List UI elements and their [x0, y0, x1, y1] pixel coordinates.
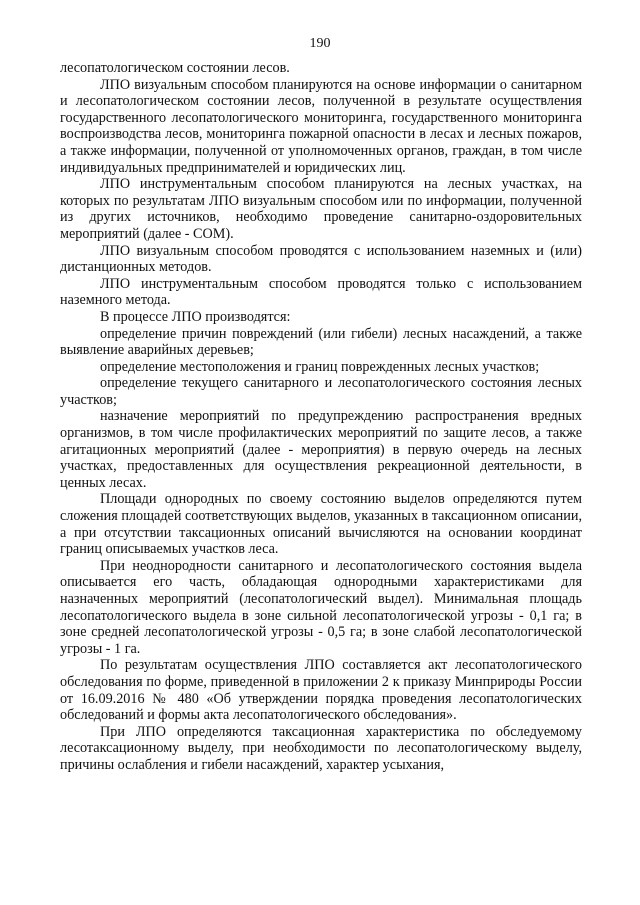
list-item: определение причин повреждений (или гибели) лесных насаждений, а также выявление аварийных деревьев; [60, 325, 582, 359]
list-item: определение местоположения и границ поврежденных лесных участков; [100, 358, 540, 375]
paragraph-continuation: лесопатологическом состоянии лесов. [60, 60, 290, 76]
paragraph: При неоднородности санитарного и лесопатологического состояния выдела описывается его часть, обладающая однородными характеристиками для назначенных мероприятий (лесопатологический выдел). Минимальная площадь лесопатологического выдела в зоне сильной лесопатологической угрозы - 0,1 га; в зоне средней лесопатологической угрозы - 0,5 га; в зоне слабой лесопатологической угрозы - 1 га. [60, 557, 582, 657]
document-body [60, 60, 582, 774]
paragraph: ЛПО визуальным способом планируются на основе информации о санитарном и лесопатологическом состоянии лесов, полученной в результате осуществления государственного лесопатологического мониторинга, государственного мониторинга воспроизводства лесов, мониторинга пожарной опасности в лесах и лесных пожаров, а также информации, полученной от уполномоченных органов, граждан, в том числе индивидуальных предпринимателей и юридических лиц. [60, 76, 582, 176]
paragraph: По результатам осуществления ЛПО составляется акт лесопатологического обследования по форме, приведенной в приложении 2 к приказу Минприроды России от 16.09.2016 № 480 «Об утверждении порядка проведения лесопатологических обследований и формы акта лесопатологического обследования». [60, 657, 582, 724]
page-number: 190 [309, 36, 331, 51]
paragraph: ЛПО инструментальным способом проводятся только с использованием наземного метода. [60, 275, 582, 309]
paragraph: При ЛПО определяются таксационная характеристика по обследуемому лесотаксационному выделу, при необходимости по лесопатологическому выделу, причины ослабления и гибели насаждений, характер усыхания, [60, 723, 582, 773]
list-item: назначение мероприятий по предупреждению распространения вредных организмов, в том числе профилактических мероприятий по защите лесов, а также агитационных мероприятий (далее - мероприятия) в первую очередь на лесных участках, предоставленных для осуществления рекреационной деятельности, в ценных лесах. [60, 408, 582, 491]
paragraph: ЛПО инструментальным способом планируются на лесных участках, на которых по результатам ЛПО визуальным способом или по информации, полученной из других источников, необходимо проведение санитарно-оздоровительных мероприятий (далее - СОМ). [60, 176, 582, 242]
paragraph: В процессе ЛПО производятся: [100, 308, 291, 325]
paragraph: ЛПО визуальным способом проводятся с использованием наземных и (или) дистанционных методов. [60, 242, 582, 276]
paragraph: Площади однородных по своему состоянию выделов определяются путем сложения площадей соответствующих выделов, указанных в таксационном описании, а при отсутствии таксационных описаний вычисляются на основании координат границ описываемых участков леса. [60, 491, 582, 558]
list-item: определение текущего санитарного и лесопатологического состояния лесных участков; [60, 375, 582, 408]
